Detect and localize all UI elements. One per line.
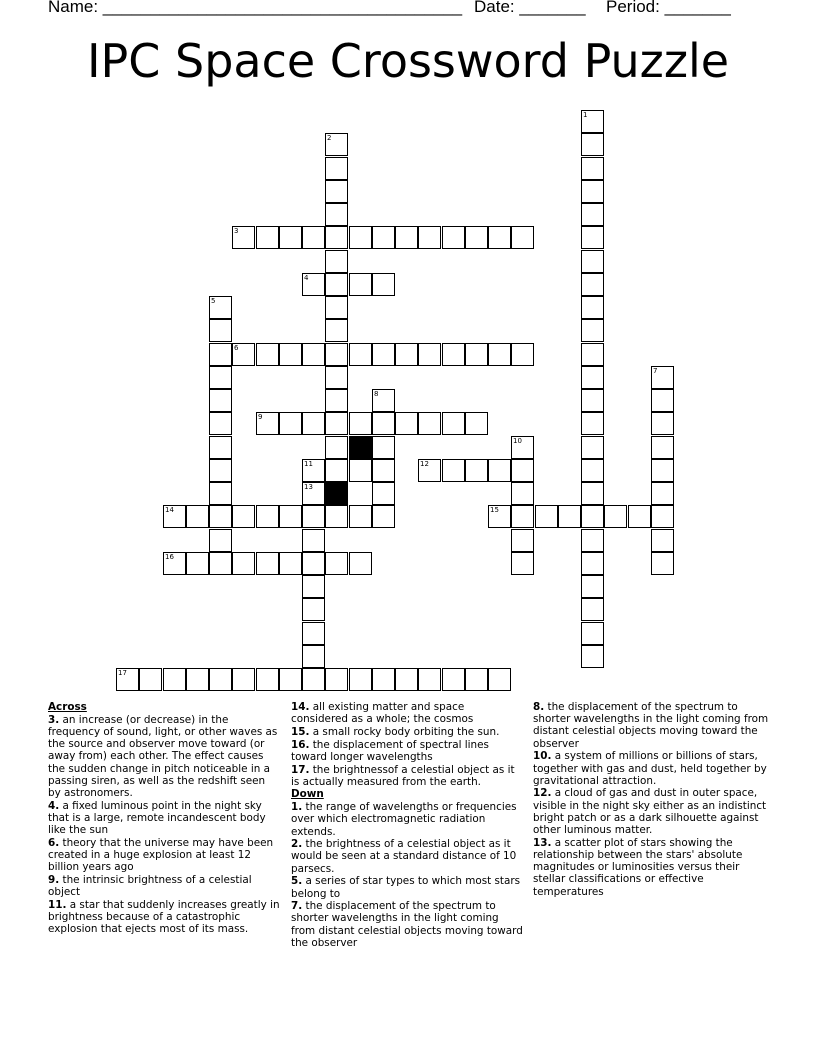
crossword-cell[interactable] [302,598,325,621]
crossword-cell[interactable] [372,343,395,366]
crossword-cell[interactable] [465,412,488,435]
crossword-cell[interactable] [535,505,558,528]
crossword-cell[interactable] [651,482,674,505]
crossword-cell[interactable] [581,505,604,528]
crossword-cell[interactable] [256,226,279,249]
clue-down-13: 13. a scatter plot of stars showing the relationship between the stars' absolute magnitudes or luminosities versus their stellar classifications or effective temperatures [533,836,743,898]
crossword-cell[interactable] [302,412,325,435]
crossword-cell[interactable] [325,668,348,691]
crossword-cell[interactable] [488,668,511,691]
crossword-cell[interactable] [581,296,604,319]
crossword-cell[interactable] [256,552,279,575]
clue-number-1: 1 [583,111,588,119]
crossword-cell[interactable] [581,133,604,156]
clue-number-6: 6 [234,344,239,352]
crossword-cell[interactable] [442,412,465,435]
crossword-cell[interactable] [511,482,534,505]
crossword-cell[interactable] [232,552,255,575]
crossword-cell[interactable] [465,459,488,482]
crossword-cell[interactable] [511,459,534,482]
crossword-cell[interactable] [302,575,325,598]
crossword-cell[interactable] [488,226,511,249]
crossword-cell[interactable] [651,505,674,528]
crossword-cell[interactable] [186,668,209,691]
crossword-cell[interactable] [209,529,232,552]
crossword-cell[interactable] [232,505,255,528]
crossword-cell[interactable] [581,552,604,575]
crossword-cell[interactable] [325,226,348,249]
crossword-cell[interactable] [581,343,604,366]
crossword-cell[interactable] [279,343,302,366]
clue-across-4: 4. a fixed luminous point in the night sky that is a large, remote incandescent body like the sun [48,799,266,837]
crossword-cell[interactable] [209,366,232,389]
crossword-cell[interactable] [302,645,325,668]
crossword-cell[interactable] [349,552,372,575]
crossword-cell[interactable] [163,668,186,691]
crossword-cell[interactable] [302,529,325,552]
crossword-cell[interactable] [279,552,302,575]
clue-across-16: 16. the displacement of spectral lines toward longer wavelengths [291,738,489,763]
clue-number-5: 5 [211,297,216,305]
clue-number-2: 2 [327,134,332,142]
clue-across-3: 3. an increase (or decrease) in the frequency of sound, light, or other waves as the source and observer move toward (or away from) each other. The effect causes the sudden change in pitch noticeable in a passing siren, as well as the redshift seen by astronomers. [48,713,278,799]
crossword-cell[interactable] [325,552,348,575]
clues-column-3 [533,701,769,898]
crossword-cell[interactable] [604,505,627,528]
clue-down-1: 1. the range of wavelengths or frequencies over which electromagnetic radiation extends. [291,801,517,838]
crossword-cell[interactable] [581,226,604,249]
crossword-cell[interactable] [279,668,302,691]
crossword-cell[interactable] [651,552,674,575]
clue-across-14: 14. all existing matter and space considered as a whole; the cosmos [291,701,474,726]
clue-down-10: 10. a system of millions or billions of stars, together with gas and dust, held together by gravitational attraction. [533,750,767,787]
clue-down-5: 5. a series of star types to which most stars belong to [291,875,521,900]
crossword-cell[interactable] [372,505,395,528]
crossword-cell[interactable] [395,226,418,249]
crossword-cell[interactable] [349,226,372,249]
crossword-cell[interactable] [325,157,348,180]
clue-down-8: 8. the displacement of the spectrum to shorter wavelengths in the light coming from distant celestial objects moving toward the observer [533,701,769,750]
clue-number-9: 9 [258,413,263,421]
crossword-cell[interactable] [395,343,418,366]
crossword-cell[interactable] [581,180,604,203]
clue-across-11: 11. a star that suddenly increases greatly in brightness because of a catastrophic explosion that ejects most of its mass. [48,898,280,936]
crossword-cell[interactable] [372,412,395,435]
crossword-cell[interactable] [581,529,604,552]
crossword-cell[interactable] [395,668,418,691]
clue-number-4: 4 [304,274,309,282]
crossword-cell[interactable] [581,389,604,412]
crossword-cell[interactable] [488,343,511,366]
clue-number-14: 14 [165,506,174,514]
crossword-cell[interactable] [325,296,348,319]
crossword-cell[interactable] [558,505,581,528]
crossword-cell[interactable] [581,575,604,598]
crossword-cell[interactable] [418,226,441,249]
crossword-cell[interactable] [581,622,604,645]
crossword-cell[interactable] [511,552,534,575]
crossword-cell[interactable] [139,668,162,691]
crossword-cell[interactable] [349,505,372,528]
clue-across-6: 6. theory that the universe may have been created in a huge explosion at least 12 billion years ago [48,836,274,874]
across-heading: Across [48,701,87,713]
crossword-cell[interactable] [581,273,604,296]
crossword-cell[interactable] [651,459,674,482]
black-cell [349,436,372,459]
crossword-cell[interactable] [209,319,232,342]
crossword-cell[interactable] [581,598,604,621]
crossword-cell[interactable] [651,412,674,435]
black-cell [325,482,348,505]
crossword-cell[interactable] [256,668,279,691]
puzzle-title: IPC Space Crossword Puzzle [86,34,730,88]
clue-across-15: 15. a small rocky body orbiting the sun. [291,725,500,738]
clue-number-3: 3 [234,227,239,235]
crossword-cell[interactable] [325,389,348,412]
crossword-cell[interactable] [442,459,465,482]
crossword-cell[interactable] [232,668,255,691]
crossword-cell[interactable] [302,622,325,645]
crossword-cell[interactable] [418,343,441,366]
crossword-cell[interactable] [325,250,348,273]
crossword-cell[interactable] [581,482,604,505]
crossword-cell[interactable] [418,668,441,691]
crossword-cell[interactable] [325,436,348,459]
crossword-cell[interactable] [186,505,209,528]
crossword-cell[interactable] [511,529,534,552]
crossword-cell[interactable] [186,552,209,575]
crossword-cell[interactable] [209,436,232,459]
crossword-cell[interactable] [209,389,232,412]
crossword-cell[interactable] [442,668,465,691]
clue-number-13: 13 [304,483,313,491]
clue-down-2: 2. the brightness of a celestial object as it would be seen at a standard distance of 10 parsecs. [291,838,517,875]
crossword-cell[interactable] [372,482,395,505]
crossword-cell[interactable] [325,343,348,366]
crossword-cell[interactable] [349,343,372,366]
period-field-label[interactable]: Period: _______ [606,0,731,16]
clue-number-7: 7 [653,367,658,375]
clue-across-17: 17. the brightnessof a celestial object as it is actually measured from the earth. [291,763,515,788]
crossword-cell[interactable] [302,668,325,691]
clue-number-10: 10 [513,437,522,445]
crossword-cell[interactable] [372,668,395,691]
crossword-cell[interactable] [465,668,488,691]
crossword-cell[interactable] [302,552,325,575]
crossword-cell[interactable] [581,412,604,435]
crossword-cell[interactable] [209,459,232,482]
crossword-cell[interactable] [418,412,441,435]
crossword-cell[interactable] [581,645,604,668]
crossword-cell[interactable] [325,180,348,203]
down-heading: Down [291,788,324,801]
crossword-cell[interactable] [581,203,604,226]
crossword-cell[interactable] [302,226,325,249]
crossword-cell[interactable] [581,366,604,389]
clues-column-1 [48,701,280,936]
crossword-cell[interactable] [488,459,511,482]
crossword-cell[interactable] [581,319,604,342]
crossword-cell[interactable] [349,668,372,691]
crossword-cell[interactable] [349,273,372,296]
clue-number-16: 16 [165,553,174,561]
crossword-cell[interactable] [325,203,348,226]
crossword-cell[interactable] [651,389,674,412]
crossword-cell[interactable] [628,505,651,528]
crossword-cell[interactable] [581,459,604,482]
clue-across-9: 9. the intrinsic brightness of a celestial object [48,873,252,899]
crossword-cell[interactable] [325,505,348,528]
crossword-cell[interactable] [372,436,395,459]
crossword-cell[interactable] [209,482,232,505]
crossword-cell[interactable] [349,412,372,435]
clue-down-12: 12. a cloud of gas and dust in outer space, visible in the night sky either as an indistinct bright patch or as a dark silhouette against other luminous matter. [533,787,767,837]
crossword-cell[interactable] [349,459,372,482]
crossword-cell[interactable] [581,250,604,273]
crossword-cell[interactable] [209,412,232,435]
crossword-cell[interactable] [256,343,279,366]
name-field-label[interactable]: Name: ______________________________________ [48,0,463,16]
crossword-cell[interactable] [302,343,325,366]
clue-number-8: 8 [374,390,379,398]
clue-number-11: 11 [304,460,313,468]
date-field-label[interactable]: Date: _______ [474,0,586,16]
crossword-cell[interactable] [651,529,674,552]
crossword-cell[interactable] [581,436,604,459]
clue-number-15: 15 [490,506,499,514]
crossword-cell[interactable] [511,505,534,528]
clue-number-12: 12 [420,460,429,468]
crossword-cell[interactable] [325,366,348,389]
crossword-cell[interactable] [372,459,395,482]
crossword-cell[interactable] [395,412,418,435]
crossword-cell[interactable] [442,343,465,366]
crossword-cell[interactable] [209,668,232,691]
crossword-cell[interactable] [325,459,348,482]
crossword-cell[interactable] [209,505,232,528]
crossword-cell[interactable] [302,505,325,528]
crossword-cell[interactable] [325,273,348,296]
clues-column-2 [291,701,523,950]
crossword-cell[interactable] [511,343,534,366]
crossword-cell[interactable] [651,436,674,459]
crossword-cell[interactable] [279,505,302,528]
crossword-cell[interactable] [325,319,348,342]
crossword-cell[interactable] [465,226,488,249]
clue-number-17: 17 [118,669,127,677]
crossword-cell[interactable] [325,412,348,435]
crossword-cell[interactable] [511,226,534,249]
crossword-cell[interactable] [581,157,604,180]
crossword-cell[interactable] [256,505,279,528]
crossword-cell[interactable] [279,412,302,435]
clue-down-7: 7. the displacement of the spectrum to shorter wavelengths in the light coming from distant celestial objects moving toward the observer [291,900,523,949]
crossword-cell[interactable] [372,273,395,296]
crossword-cell[interactable] [209,343,232,366]
crossword-cell[interactable] [465,343,488,366]
crossword-cell[interactable] [372,226,395,249]
crossword-cell[interactable] [209,552,232,575]
crossword-cell[interactable] [279,226,302,249]
crossword-cell[interactable] [442,226,465,249]
